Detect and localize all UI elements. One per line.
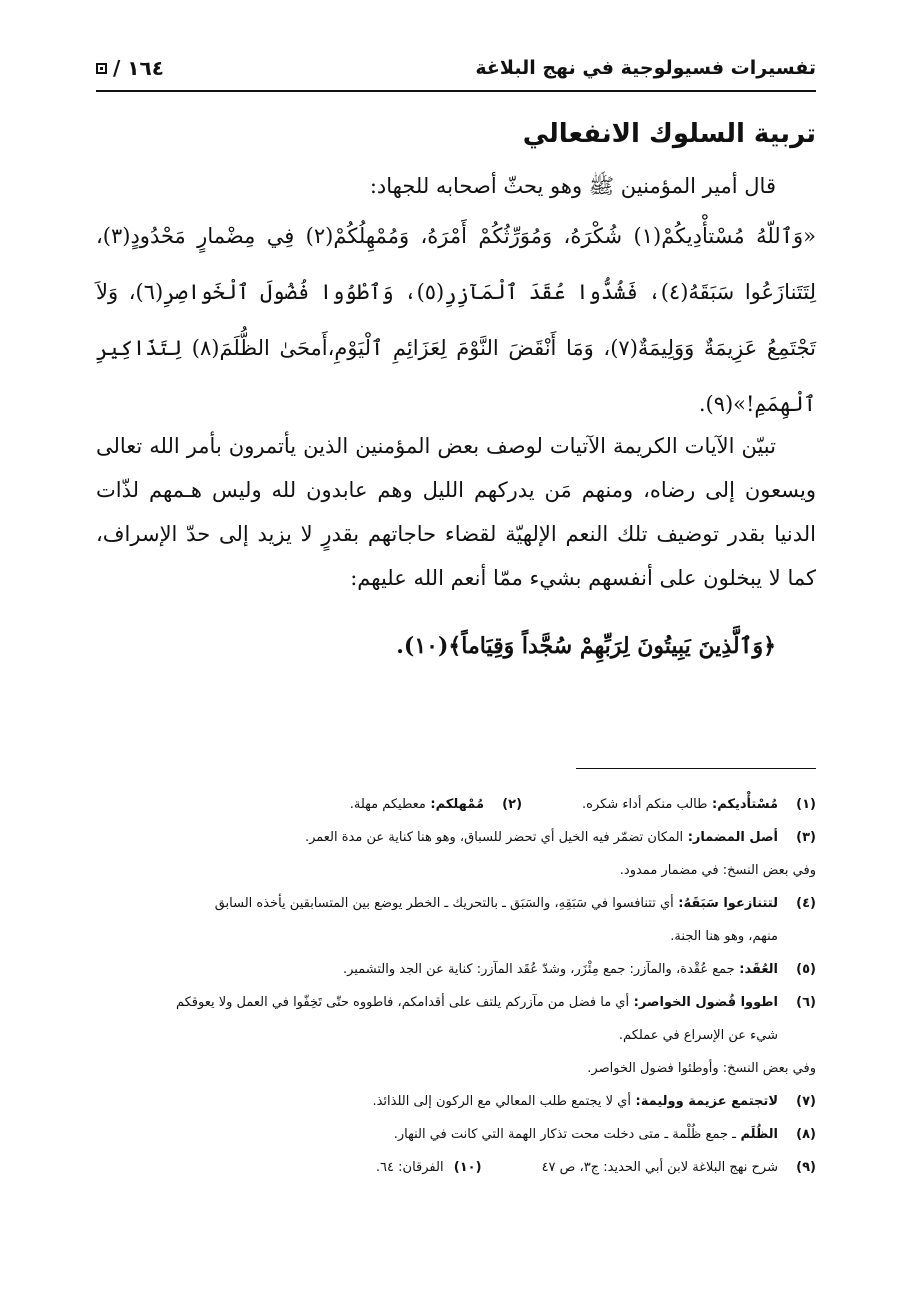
section-title: تربية السلوك الانفعالي <box>522 119 816 149</box>
book-title: تفسيرات فسيولوجية في نهج البلاغة <box>475 57 816 79</box>
footnote-term: اطووا فُضول الخواصر: <box>633 995 778 1010</box>
footnote-8 <box>96 1118 816 1151</box>
footnote-5 <box>96 953 816 986</box>
footnote-pair-1-2 <box>96 788 816 821</box>
footnote-7 <box>96 1085 816 1118</box>
footnote-definition: طالب منكم أداء شكره. <box>582 797 708 812</box>
footnote-term: العُقَد: <box>739 962 778 977</box>
footnote-definition: ـ جمع ظُلْمة ـ متى دخلت محت تذكار الهمة التي كانت في النهار. <box>393 1127 736 1142</box>
footnote-definition: أي تتنافسوا في سَبَقِهِ، والسَبَق ـ بالتحريك ـ الخطر يوضع بين المتسابقين يأخذه السابق <box>214 896 674 911</box>
footnote-number: (٨) <box>796 1127 816 1142</box>
footnote-number: (٩) <box>796 1160 816 1175</box>
footnote-6-variant: وفي بعض النسخ: وأوطئوا فضول الخواصر. <box>587 1061 816 1076</box>
footnote-3 <box>96 821 816 854</box>
running-header <box>96 46 816 92</box>
footnote-term: لتتنازعوا سَبَقَهُ: <box>678 896 778 911</box>
footnote-number: (٣) <box>796 830 816 845</box>
footnote-term: مُسْتأْديكم: <box>712 797 778 812</box>
footnote-definition: المكان تضمّر فيه الخيل أي تحضر للسباق، وهو هنا كناية عن مدة العمر. <box>304 830 684 845</box>
footnote-definition: أي ما فضل من مآزركم يلتف على أقدامكم، فاطووه حتّى تَخِفّوا في العمل ولا يعوقكم <box>175 995 630 1010</box>
footnote-definition: معطيكم مهلة. <box>349 797 426 812</box>
footnote-number: (١) <box>796 797 816 812</box>
footnote-6 <box>96 986 816 1019</box>
footnote-1 <box>582 788 816 821</box>
sermon-quote: «وَٱللّهُ مُسْتأْدِيكُمْ(١) شُكْرَهُ، وَمُوَرِّثُكُمْ أَمْرَهُ، وَمُمْهِلُكُمْ(٢) فِي مِضْمارٍ مَحْدُودٍ(٣)، لِتَتَنازَعُوا سَبَقَهُ(٤)، فَشُدُّوا عُقَدَ ٱلْمَآزِرِ(٥)، وَٱطْوُوا فُضُولَ ٱلْخَواصِرِ(٦)، وَلاَ تَجْتَمِعُ عَزِيمَةٌ وَوَلِيمَةٌ(٧)، وَمَا أَنْقَضَ النَّوْمَ لِعَزَائِمِ ٱلْيَوْمِ،أَمحَىٰ الظُّلَمَ(٨) لِتَذَاكِيرِ ٱلْهِمَمِ!»(٩). <box>96 224 816 416</box>
footnote-number: (١٠) <box>453 1160 482 1175</box>
footnote-3-variant: وفي بعض النسخ: في مضمار ممدود. <box>619 863 816 878</box>
footnote-term: أصل المضمار: <box>687 830 778 845</box>
footnote-number: (٧) <box>796 1094 816 1109</box>
footnote-separator <box>576 768 816 769</box>
page-mark-icon <box>96 63 107 74</box>
footnote-definition: الفرقان: ٦٤. <box>375 1160 444 1175</box>
footnote-number: (٤) <box>796 896 816 911</box>
page-number: ١٦٤ / <box>113 56 164 80</box>
footnote-4-continuation: منهم، وهو هنا الجنة. <box>670 929 778 944</box>
footnote-4 <box>96 887 816 920</box>
footnote-number: (٢) <box>502 797 523 812</box>
footnote-number: (٦) <box>796 995 816 1010</box>
quran-verse: ﴿وَٱلَّذِينَ يَبِيتُونَ لِرَبِّهِمْ سُجَّداً وَقِيَاماً﴾(١٠). <box>396 633 776 659</box>
footnotes <box>96 788 816 1184</box>
intro-line: قال أمير المؤمنين ﷺ وهو يحثّ أصحابه للجهاد: <box>369 174 776 198</box>
footnote-pair-9-10 <box>96 1151 816 1184</box>
commentary-paragraph: تبيّن الآيات الكريمة الآتيات لوصف بعض المؤمنين الذين يأتمرون بأمر الله تعالى ويسعون إلى رضاه، ومنهم مَن يدركهم الليل وهم عابدون لله وليس هـمهم لذّات الدنيا بقدر توضيف تلك النعم الإلهيّة لقضاء حاجاتهم بقدرٍ لا يزيد إلى حدّ الإسراف، كما لا يبخلون على أنفسهم بشيء ممّا أنعم الله عليهم: <box>96 434 816 590</box>
footnote-6-continuation: شيء عن الإسراع في عملكم. <box>618 1028 778 1043</box>
footnote-definition: جمع عُقْدة، والمآزر: جمع مِئْزَر، وشدّ عُقَد المآزر: كناية عن الجد والتشمير. <box>343 962 735 977</box>
page-number-group <box>96 56 164 80</box>
footnote-definition: أي لا يجتمع طلب المعالي مع الركون إلى اللذائذ. <box>372 1094 631 1109</box>
footnote-term: مُمْهلكم: <box>430 797 485 812</box>
footnote-term: لاتجتمع عزيمة ووليمة: <box>635 1094 778 1109</box>
footnote-2 <box>350 788 522 821</box>
footnote-term: الظُلَم <box>740 1127 778 1142</box>
footnote-number: (٥) <box>796 962 816 977</box>
footnote-9 <box>542 1151 816 1184</box>
footnote-definition: شرح نهج البلاغة لابن أبي الحديد: ج٣، ص ٤٧ <box>541 1160 778 1175</box>
footnote-10 <box>376 1151 482 1184</box>
